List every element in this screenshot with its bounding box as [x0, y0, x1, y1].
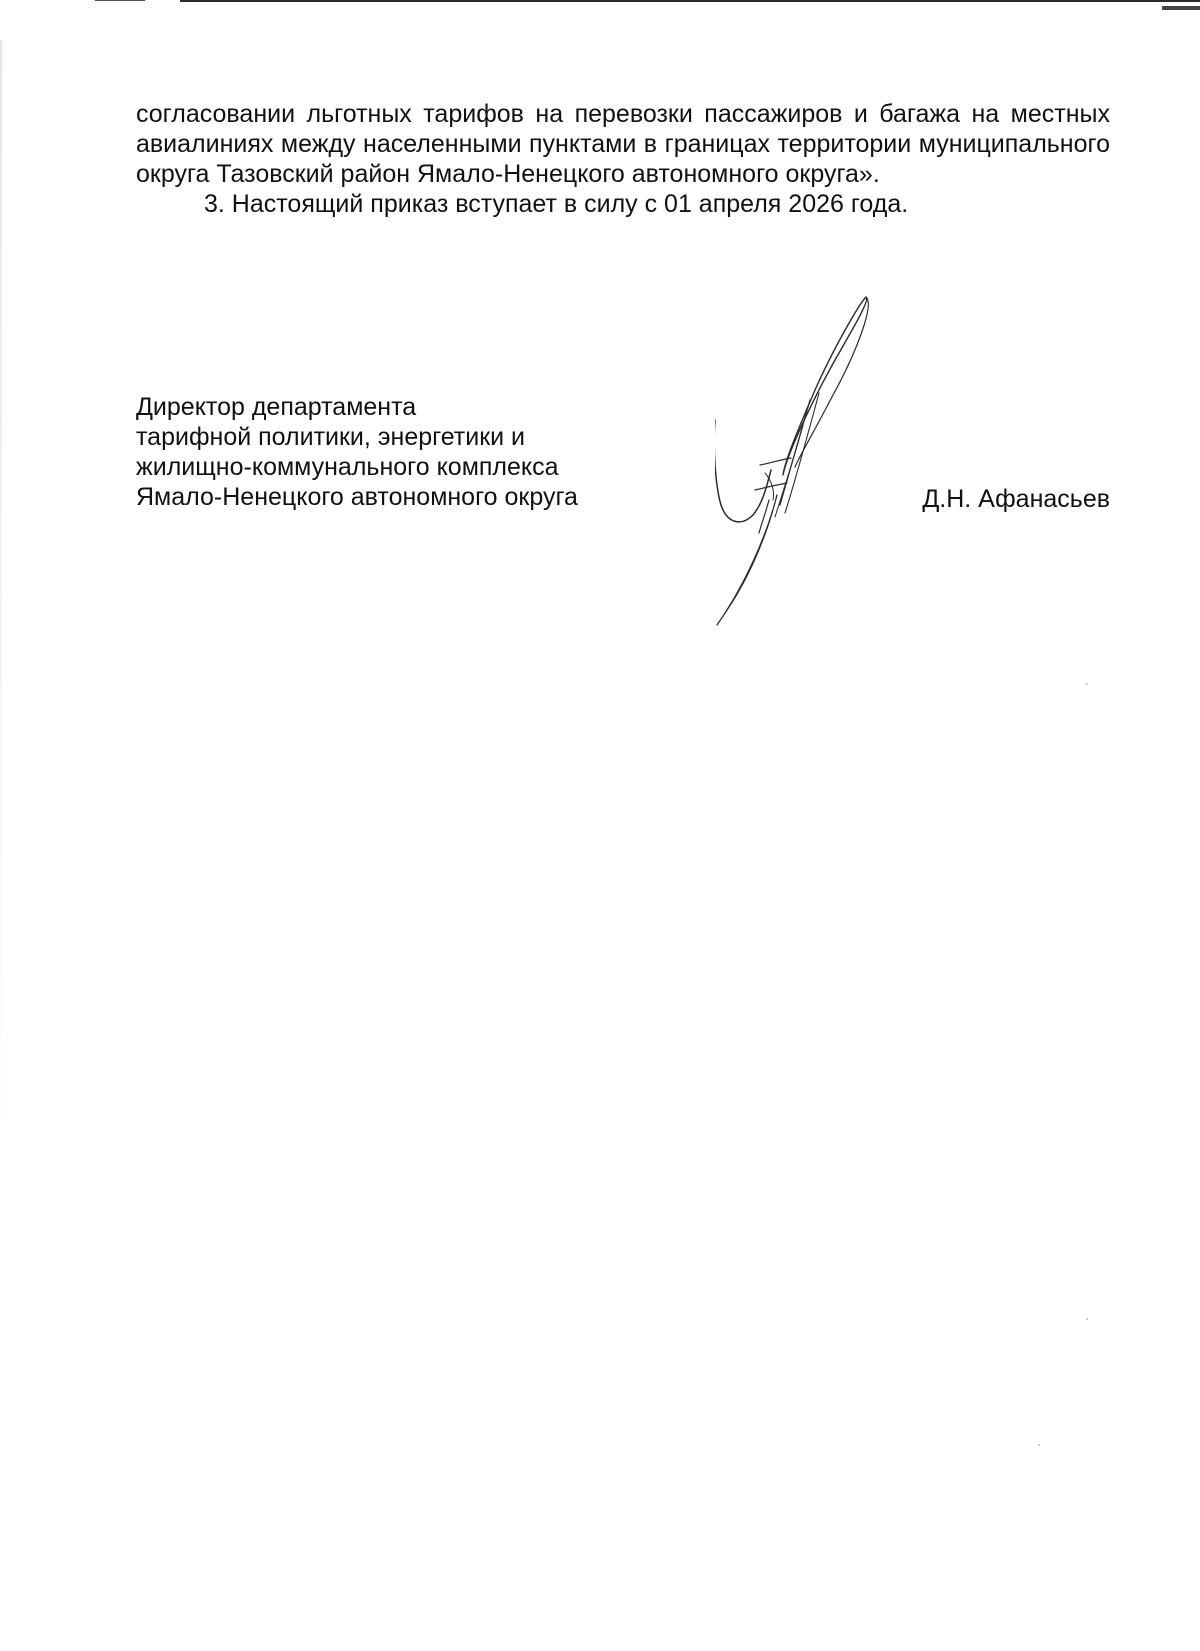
body-paragraph-item-3: 3. Настоящий приказ вступает в силу с 01 апреля 2026 года. [204, 190, 909, 218]
body-paragraph: согласовании льготных тарифов на перевозки пассажиров и багажа на местных авиалиниях между населенными пунктами в границах территории муниципального округа Тазовский район Ямало-Ненецкого автономного округа». [136, 100, 1110, 188]
scan-corner-artifact [1162, 6, 1200, 10]
signatory-position [136, 392, 578, 512]
signer-name: Д.Н. Афанасьев [922, 485, 1110, 513]
scan-edge-artifact [0, 40, 2, 1140]
scan-speck [1086, 683, 1088, 685]
position-line: тарифной политики, энергетики и [136, 423, 526, 451]
scan-speck [1038, 1444, 1040, 1446]
handwritten-signature [715, 295, 930, 645]
scan-speck [1086, 1318, 1088, 1320]
scan-edge-artifact [180, 0, 1200, 2]
position-line: Ямало-Ненецкого автономного округа [136, 483, 578, 511]
position-line: жилищно-коммунального комплекса [136, 453, 559, 481]
position-line: Директор департамента [136, 393, 417, 421]
document-body [136, 99, 1110, 219]
scan-edge-artifact [95, 0, 145, 1]
